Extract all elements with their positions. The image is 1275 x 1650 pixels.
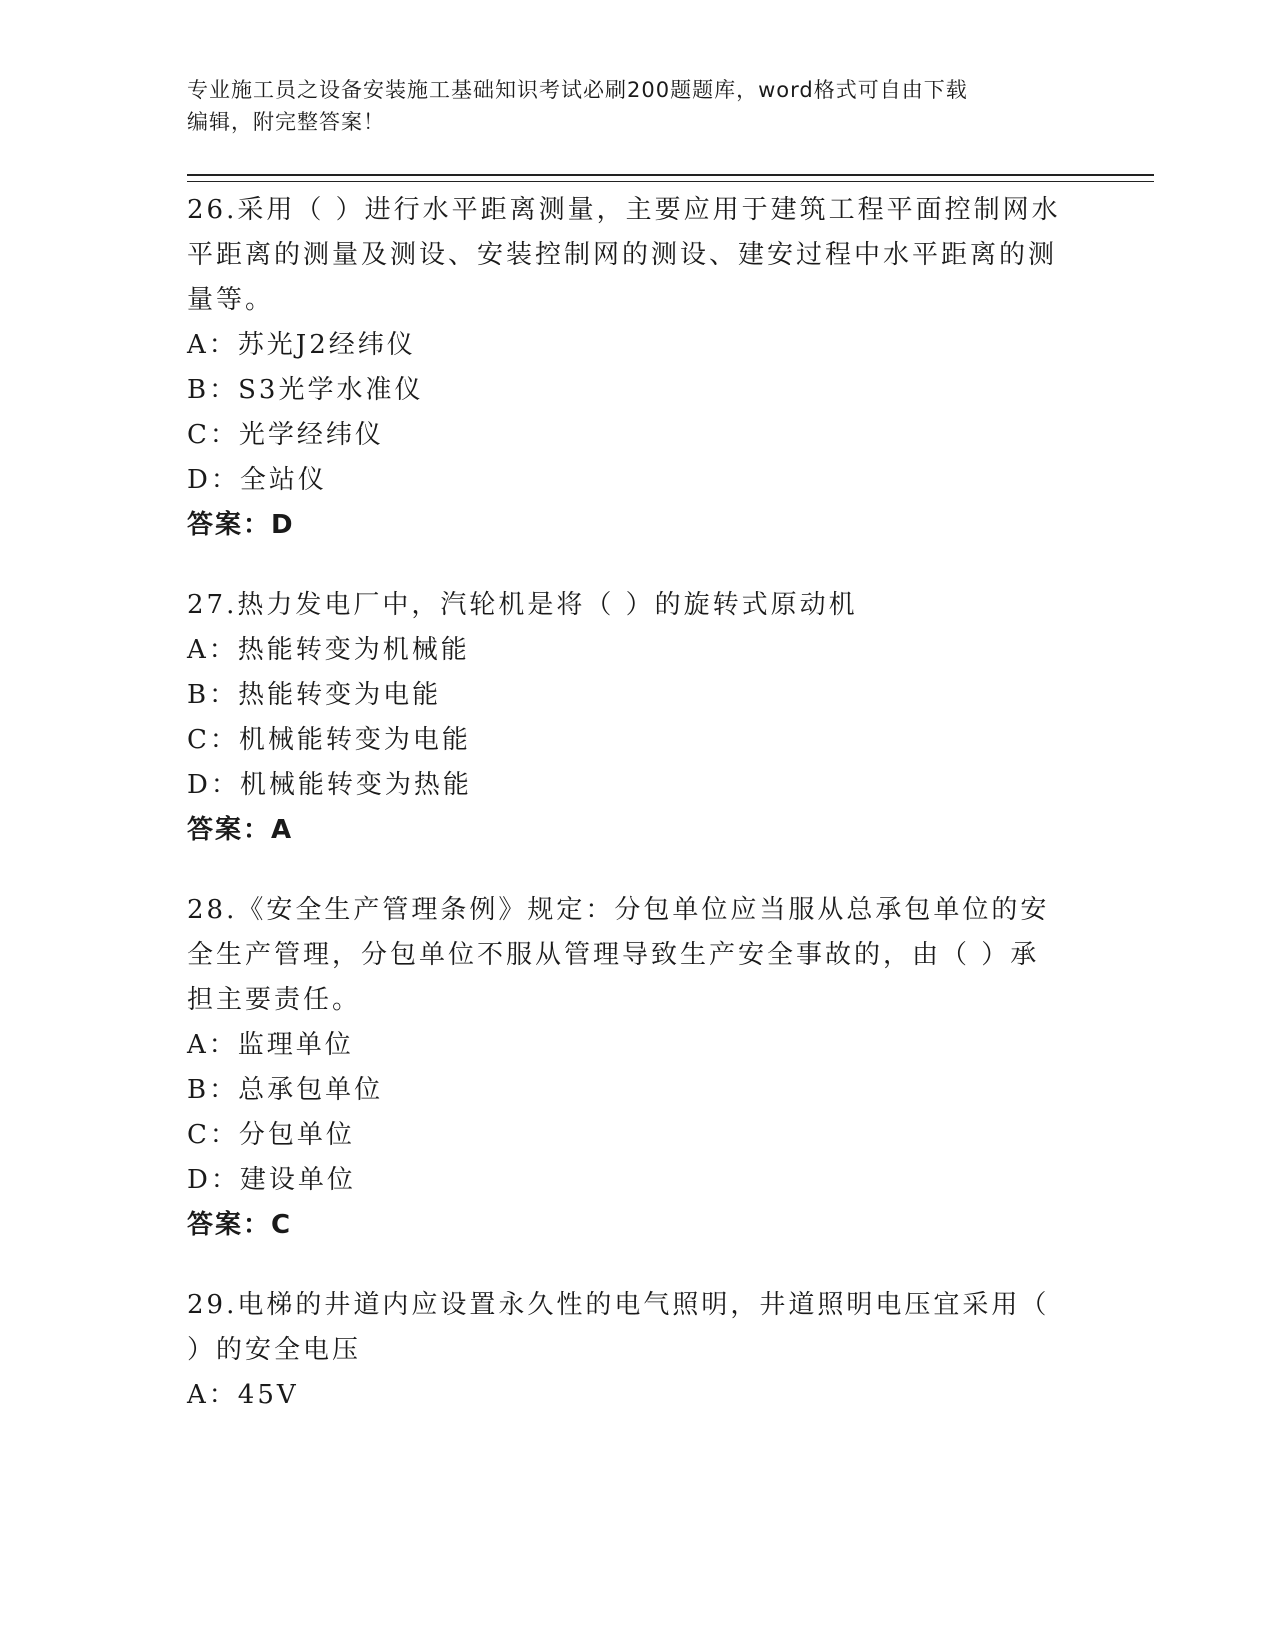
option-b: B：热能转变为电能 [187, 680, 442, 710]
option-a: A：热能转变为机械能 [187, 635, 470, 665]
header-title-line1: 专业施工员之设备安装施工基础知识考试必刷200题题库，word格式可自由下载 [187, 78, 968, 102]
option-c: C：光学经纬仪 [187, 420, 384, 450]
answer-label: 答案： [187, 815, 272, 845]
question-27 [187, 583, 1087, 853]
option-a: A：监理单位 [187, 1030, 354, 1060]
question-28 [187, 888, 1087, 1248]
page-header [187, 74, 1067, 138]
question-29 [187, 1283, 1087, 1418]
answer-line [187, 1203, 1087, 1248]
question-stem: 28.《安全生产管理条例》规定：分包单位应当服从总承包单位的安全生产管理，分包单位不服从管理导致生产安全事故的，由（ ）承担主要责任。 [187, 895, 1050, 1015]
answer-value: D [271, 510, 295, 540]
question-stem: 26.采用（ ）进行水平距离测量，主要应用于建筑工程平面控制网水平距离的测量及测设、安装控制网的测设、建安过程中水平距离的测量等。 [187, 195, 1061, 315]
option-b: B：总承包单位 [187, 1075, 384, 1105]
answer-label: 答案： [187, 510, 272, 540]
option-a: A：苏光J2经纬仪 [187, 330, 416, 360]
question-stem: 29.电梯的井道内应设置永久性的电气照明，井道照明电压宜采用（ ）的安全电压 [187, 1290, 1050, 1365]
answer-label: 答案： [187, 1210, 272, 1240]
answer-line [187, 808, 1087, 853]
option-c: C：机械能转变为电能 [187, 725, 471, 755]
option-b: B：S3光学水准仪 [187, 375, 424, 405]
question-stem: 27.热力发电厂中，汽轮机是将（ ）的旋转式原动机 [187, 590, 858, 620]
question-list [187, 188, 1087, 1453]
option-d: D：全站仪 [187, 465, 327, 495]
question-26 [187, 188, 1087, 548]
header-rule-thin [187, 181, 1154, 182]
option-a: A：45V [187, 1380, 299, 1410]
header-rule-thick [187, 174, 1154, 176]
answer-line [187, 503, 1087, 548]
option-c: C：分包单位 [187, 1120, 355, 1150]
answer-value: A [271, 815, 294, 845]
option-d: D：机械能转变为热能 [187, 770, 472, 800]
header-title-line2: 编辑，附完整答案！ [187, 110, 385, 134]
answer-value: C [271, 1210, 293, 1240]
option-d: D：建设单位 [187, 1165, 356, 1195]
